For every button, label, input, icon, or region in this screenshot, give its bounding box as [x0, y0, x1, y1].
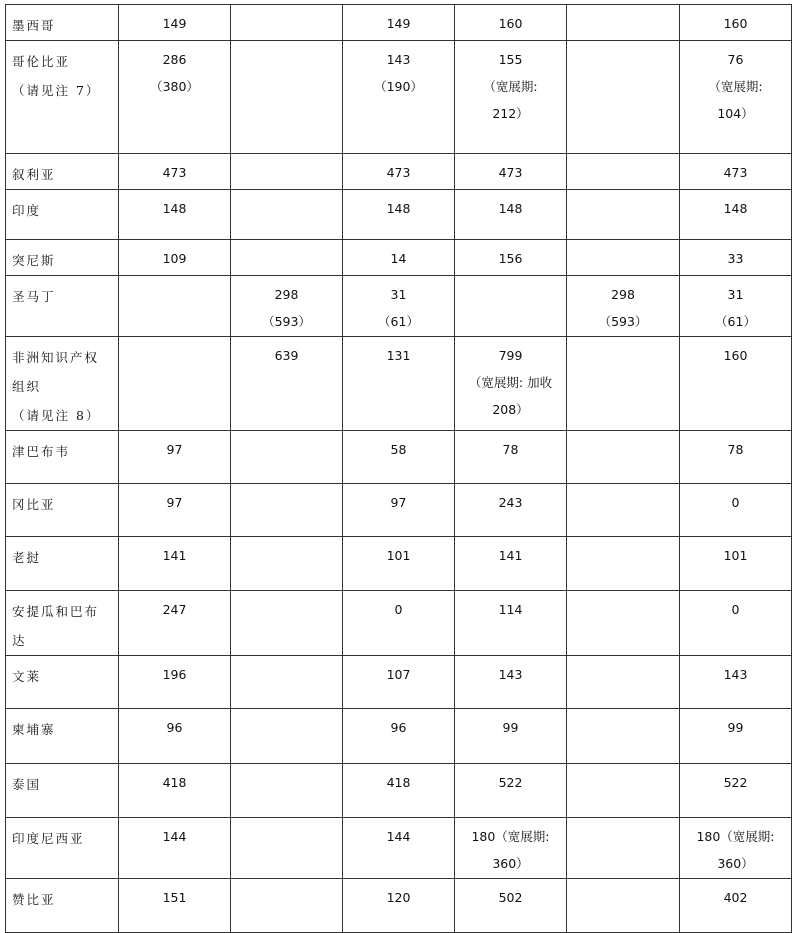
fee-value: 131	[386, 348, 411, 363]
fee-value: 473	[162, 165, 187, 180]
country-name-line: 冈比亚	[12, 497, 56, 512]
fee-cell	[231, 484, 343, 537]
fee-cell	[343, 537, 455, 591]
fee-value: （380）	[150, 79, 199, 94]
fee-value: 14	[390, 251, 407, 266]
table-row	[6, 591, 792, 656]
fee-value: 402	[723, 890, 748, 905]
fee-value: 104）	[717, 106, 754, 121]
fee-cell	[343, 764, 455, 818]
fee-cell	[231, 709, 343, 764]
fee-cell	[119, 879, 231, 933]
fee-value: 247	[162, 602, 187, 617]
fee-value: 141	[498, 548, 523, 563]
fee-cell	[343, 656, 455, 709]
country-name-cell	[6, 656, 119, 709]
fee-cell	[343, 591, 455, 656]
fee-value: 143	[498, 667, 523, 682]
fee-cell	[119, 41, 231, 154]
fee-cell	[680, 190, 792, 240]
fee-value: 97	[166, 495, 183, 510]
fee-value: 298	[611, 287, 635, 302]
fee-cell	[231, 879, 343, 933]
country-name-line: 叙利亚	[12, 167, 56, 182]
fee-cell	[119, 818, 231, 879]
fee-cell	[119, 537, 231, 591]
fee-cell	[343, 276, 455, 337]
country-name-cell	[6, 709, 119, 764]
fee-cell	[680, 154, 792, 190]
fee-cell	[680, 818, 792, 879]
country-name-line: 圣马丁	[12, 289, 56, 304]
table-row	[6, 656, 792, 709]
fee-cell	[567, 709, 680, 764]
fee-cell	[343, 5, 455, 41]
fee-value: 107	[386, 667, 411, 682]
fee-value: 96	[390, 720, 407, 735]
fee-value: 196	[162, 667, 187, 682]
fee-cell	[567, 431, 680, 484]
fee-value: 114	[498, 602, 523, 617]
table-row	[6, 240, 792, 276]
fee-value: 418	[162, 775, 187, 790]
fee-cell	[680, 484, 792, 537]
fee-cell	[231, 818, 343, 879]
fee-cell	[343, 431, 455, 484]
fee-cell	[567, 154, 680, 190]
fee-value: 298	[274, 287, 299, 302]
country-name-line: 印度尼西亚	[12, 831, 85, 846]
country-name-line: （请见注 8）	[12, 408, 101, 423]
fee-value: 33	[727, 251, 744, 266]
fee-value: 109	[162, 251, 187, 266]
fee-value: 160	[498, 16, 523, 31]
fee-cell	[455, 276, 567, 337]
fee-value: 144	[162, 829, 187, 844]
fee-cell	[680, 276, 792, 337]
country-name-line: 印度	[12, 203, 42, 218]
table-row	[6, 879, 792, 933]
fee-cell	[455, 764, 567, 818]
fee-cell	[567, 537, 680, 591]
fee-cell	[680, 879, 792, 933]
fee-cell	[119, 431, 231, 484]
fee-value: 473	[386, 165, 411, 180]
fee-value: 76	[727, 52, 744, 67]
fee-cell	[119, 5, 231, 41]
fee-value: 639	[274, 348, 299, 363]
fee-cell	[231, 764, 343, 818]
fee-cell	[343, 484, 455, 537]
fee-cell	[119, 154, 231, 190]
table-row	[6, 190, 792, 240]
fee-cell	[567, 879, 680, 933]
table-row	[6, 709, 792, 764]
fee-value: 120	[386, 890, 411, 905]
fee-cell	[343, 41, 455, 154]
fee-value: 148	[498, 201, 523, 216]
country-name-line: 达	[12, 633, 27, 648]
fee-cell	[231, 537, 343, 591]
country-name-cell	[6, 764, 119, 818]
fee-cell	[567, 276, 680, 337]
country-name-cell	[6, 879, 119, 933]
fee-cell	[343, 818, 455, 879]
country-name-line: 组织	[12, 379, 42, 394]
fee-value: 78	[502, 442, 519, 457]
fee-value: 58	[390, 442, 407, 457]
fee-cell	[680, 656, 792, 709]
table-row	[6, 276, 792, 337]
fee-cell	[680, 41, 792, 154]
fee-cell	[455, 154, 567, 190]
fee-cell	[680, 764, 792, 818]
fee-cell	[455, 5, 567, 41]
fee-cell	[455, 337, 567, 431]
fee-value: （宽展期:	[483, 79, 538, 94]
country-name-line: 墨西哥	[12, 18, 56, 33]
fee-value: 148	[723, 201, 748, 216]
fee-cell	[231, 190, 343, 240]
fee-value: 502	[498, 890, 523, 905]
fee-cell	[119, 591, 231, 656]
fee-cell	[455, 190, 567, 240]
fee-value: 473	[723, 165, 748, 180]
fee-cell	[343, 879, 455, 933]
fee-cell	[680, 537, 792, 591]
fee-cell	[567, 656, 680, 709]
fee-cell	[567, 337, 680, 431]
fee-cell	[455, 656, 567, 709]
fee-value: （61）	[715, 314, 756, 329]
fee-cell	[119, 656, 231, 709]
country-name-cell	[6, 591, 119, 656]
fee-cell	[119, 276, 231, 337]
fee-cell	[455, 240, 567, 276]
country-name-cell	[6, 5, 119, 41]
fee-value: 149	[386, 16, 411, 31]
fee-value: （593）	[262, 314, 311, 329]
fee-value: 212）	[492, 106, 529, 121]
country-name-cell	[6, 41, 119, 154]
fee-cell	[567, 5, 680, 41]
fee-cell	[119, 709, 231, 764]
fee-cell	[119, 190, 231, 240]
fee-value: 155	[498, 52, 523, 67]
fee-value: 141	[162, 548, 187, 563]
fee-cell	[119, 764, 231, 818]
country-name-line: （请见注 7）	[12, 83, 101, 98]
fee-cell	[680, 591, 792, 656]
fee-cell	[231, 154, 343, 190]
fee-value: （61）	[378, 314, 419, 329]
fee-value: 208）	[492, 402, 529, 417]
table-row	[6, 154, 792, 190]
fee-cell	[343, 337, 455, 431]
fee-table	[5, 4, 792, 933]
fee-cell	[455, 537, 567, 591]
fee-value: 418	[386, 775, 411, 790]
country-name-cell	[6, 190, 119, 240]
fee-cell	[231, 41, 343, 154]
fee-value: 143	[386, 52, 411, 67]
country-name-cell	[6, 484, 119, 537]
fee-value: 151	[162, 890, 187, 905]
fee-cell	[455, 484, 567, 537]
table-row	[6, 484, 792, 537]
fee-value: 144	[386, 829, 411, 844]
country-name-cell	[6, 537, 119, 591]
table-row	[6, 537, 792, 591]
fee-value: 148	[386, 201, 411, 216]
country-name-cell	[6, 154, 119, 190]
fee-value: 180（宽展期:	[471, 829, 550, 844]
fee-value: 149	[162, 16, 187, 31]
fee-value: 31	[727, 287, 744, 302]
fee-value: 286	[162, 52, 187, 67]
fee-cell	[455, 879, 567, 933]
fee-cell	[343, 709, 455, 764]
country-name-line: 柬埔寨	[12, 722, 56, 737]
fee-value: 0	[394, 602, 403, 617]
table-row	[6, 431, 792, 484]
fee-value: 101	[386, 548, 411, 563]
fee-cell	[455, 41, 567, 154]
fee-cell	[567, 484, 680, 537]
table-row	[6, 337, 792, 431]
fee-value: 101	[723, 548, 748, 563]
table-row	[6, 818, 792, 879]
country-name-line: 老挝	[12, 550, 42, 565]
fee-cell	[455, 818, 567, 879]
fee-cell	[119, 240, 231, 276]
fee-cell	[231, 656, 343, 709]
fee-cell	[231, 276, 343, 337]
fee-value: 156	[498, 251, 523, 266]
fee-cell	[455, 431, 567, 484]
fee-value: 0	[731, 602, 740, 617]
fee-value: （宽展期:	[708, 79, 763, 94]
country-name-cell	[6, 337, 119, 431]
fee-cell	[231, 240, 343, 276]
fee-cell	[567, 240, 680, 276]
fee-value: 96	[166, 720, 183, 735]
fee-value: 99	[727, 720, 744, 735]
fee-value: 243	[498, 495, 523, 510]
fee-value: 522	[498, 775, 523, 790]
fee-value: 360）	[492, 856, 529, 871]
fee-cell	[680, 240, 792, 276]
fee-value: 473	[498, 165, 523, 180]
fee-cell	[567, 591, 680, 656]
fee-cell	[343, 190, 455, 240]
country-name-cell	[6, 818, 119, 879]
fee-cell	[231, 337, 343, 431]
table-body	[6, 5, 792, 933]
fee-value: 180（宽展期:	[696, 829, 775, 844]
country-name-cell	[6, 276, 119, 337]
table-row	[6, 5, 792, 41]
country-name-cell	[6, 240, 119, 276]
fee-cell	[231, 591, 343, 656]
fee-value: 99	[502, 720, 519, 735]
fee-cell	[680, 431, 792, 484]
fee-value: 78	[727, 442, 744, 457]
fee-cell	[680, 5, 792, 41]
fee-cell	[567, 41, 680, 154]
fee-cell	[231, 5, 343, 41]
fee-cell	[680, 709, 792, 764]
country-name-line: 非洲知识产权	[12, 350, 100, 365]
country-name-line: 突尼斯	[12, 253, 56, 268]
country-name-cell	[6, 431, 119, 484]
fee-cell	[567, 818, 680, 879]
country-name-line: 文莱	[12, 669, 42, 684]
fee-value: 160	[723, 348, 748, 363]
fee-value: 143	[723, 667, 748, 682]
fee-value: 360）	[717, 856, 754, 871]
fee-value: 148	[162, 201, 187, 216]
fee-cell	[455, 591, 567, 656]
country-name-line: 哥伦比亚	[12, 54, 71, 69]
fee-value: （宽展期: 加收	[468, 375, 553, 390]
fee-cell	[119, 484, 231, 537]
fee-cell	[343, 240, 455, 276]
fee-value: 97	[166, 442, 183, 457]
fee-value: 160	[723, 16, 748, 31]
fee-value: （593）	[598, 314, 648, 329]
fee-cell	[343, 154, 455, 190]
fee-cell	[231, 431, 343, 484]
country-name-line: 赞比亚	[12, 892, 56, 907]
fee-cell	[455, 709, 567, 764]
country-name-line: 安提瓜和巴布	[12, 604, 100, 619]
fee-cell	[680, 337, 792, 431]
table-row	[6, 41, 792, 154]
fee-value: （190）	[374, 79, 423, 94]
fee-value: 31	[390, 287, 407, 302]
fee-value: 97	[390, 495, 407, 510]
fee-cell	[119, 337, 231, 431]
fee-cell	[567, 764, 680, 818]
fee-value: 0	[731, 495, 740, 510]
fee-cell	[567, 190, 680, 240]
country-name-line: 津巴布韦	[12, 444, 71, 459]
fee-value: 522	[723, 775, 748, 790]
fee-value: 799	[498, 348, 523, 363]
country-name-line: 泰国	[12, 777, 42, 792]
table-row	[6, 764, 792, 818]
